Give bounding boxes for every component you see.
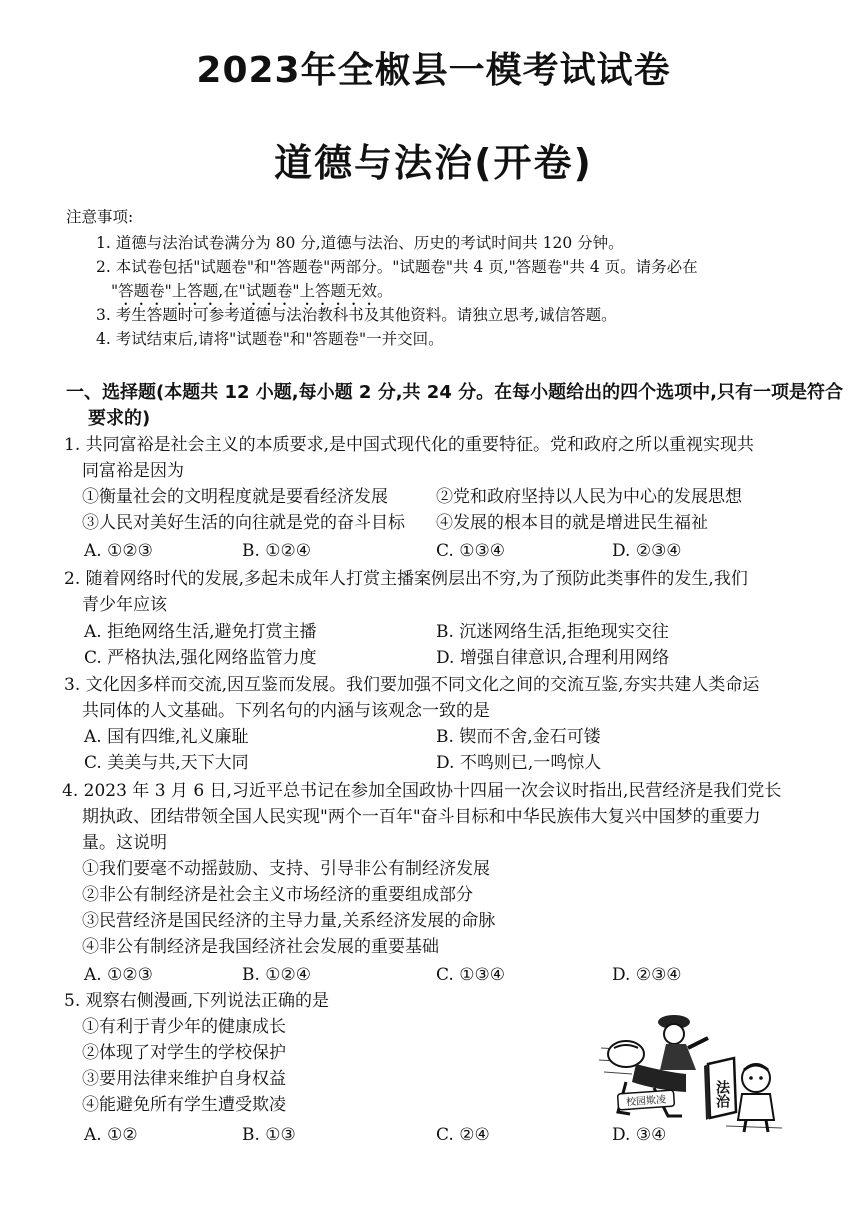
exam-subtitle: 道德与法治(开卷)	[274, 141, 593, 185]
q4-stem-cont2: 量。这说明	[82, 833, 167, 853]
q1-statement-2: ②党和政府坚持以人民为中心的发展思想	[436, 487, 742, 507]
note-item: 3. 考生答题时可参考道德与法治教科书及其他资料。请独立思考,诚信答题。	[96, 306, 617, 324]
q3-option-d: D. 不鸣则已,一鸣惊人	[436, 753, 602, 773]
notes-heading: 注意事项:	[66, 208, 134, 226]
q5-option-a: A. ①②	[84, 1125, 138, 1145]
q5-option-d: D. ③④	[612, 1125, 667, 1145]
bullying-cartoon-image	[596, 1008, 786, 1136]
q2-option-b: B. 沉迷网络生活,拒绝现实交往	[436, 622, 669, 642]
q3-stem: 3. 文化因多样而交流,因互鉴而发展。我们要加强不同文化之间的交流互鉴,夯实共建人类命运	[64, 675, 760, 695]
section-heading-cont: 要求的)	[88, 408, 151, 429]
q4-option-b: B. ①②④	[242, 965, 312, 985]
q2-option-c: C. 严格执法,强化网络监管力度	[84, 648, 317, 668]
q1-statement-3: ③人民对美好生活的向往就是党的奋斗目标	[82, 513, 405, 533]
q3-option-b: B. 锲而不舍,金石可镂	[436, 727, 601, 747]
q1-option-a: A. ①②③	[84, 541, 153, 561]
q4-statement-4: ④非公有制经济是我国经济社会发展的重要基础	[82, 937, 439, 957]
q5-option-b: B. ①③	[242, 1125, 296, 1145]
note-item: 4. 考试结束后,请将"试题卷"和"答题卷"一并交回。	[96, 330, 444, 348]
q4-option-d: D. ②③④	[612, 965, 682, 985]
q3-option-a: A. 国有四维,礼义廉耻	[84, 727, 249, 747]
cartoon-book-text: 法治	[714, 1080, 730, 1108]
q2-option-a: A. 拒绝网络生活,避免打赏主播	[84, 622, 317, 642]
q4-statement-1: ①我们要毫不动摇鼓励、支持、引导非公有制经济发展	[82, 859, 490, 879]
q3-option-c: C. 美美与共,天下大同	[84, 753, 249, 773]
section-heading: 一、选择题(本题共 12 小题,每小题 2 分,共 24 分。在每小题给出的四个选项中,只有一项是符合	[66, 382, 843, 403]
q1-statement-4: ④发展的根本目的就是增进民生福祉	[436, 513, 708, 533]
q2-stem-cont: 青少年应该	[82, 595, 167, 615]
q1-statement-1: ①衡量社会的文明程度就是要看经济发展	[82, 487, 388, 507]
note-item: "答题卷"上答题,在"试题卷"上答题无效。	[111, 282, 393, 300]
exam-title: 2023年全椒县一模考试试卷	[196, 50, 671, 91]
q1-option-c: C. ①③④	[436, 541, 505, 561]
q4-statement-3: ③民营经济是国民经济的主导力量,关系经济发展的命脉	[82, 911, 496, 931]
q4-option-a: A. ①②③	[84, 965, 153, 985]
q4-option-c: C. ①③④	[436, 965, 505, 985]
q3-stem-cont: 共同体的人文基础。下列名句的内涵与该观念一致的是	[82, 701, 490, 721]
q5-statement-3: ③要用法律来维护自身权益	[82, 1069, 286, 1089]
q1-option-b: B. ①②④	[242, 541, 312, 561]
q1-stem-cont: 同富裕是因为	[82, 461, 184, 481]
q5-option-c: C. ②④	[436, 1125, 490, 1145]
q4-stem-cont: 期执政、团结带领全国人民实现"两个一百年"奋斗目标和中华民族伟大复兴中国梦的重要力	[82, 807, 761, 827]
note-item: 1. 道德与法治试卷满分为 80 分,道德与法治、历史的考试时间共 120 分钟。	[96, 234, 624, 252]
q4-statement-2: ②非公有制经济是社会主义市场经济的重要组成部分	[82, 885, 473, 905]
q2-option-d: D. 增强自律意识,合理利用网络	[436, 648, 670, 668]
q4-stem: 4. 2023 年 3 月 6 日,习近平总书记在参加全国政协十四届一次会议时指出,民营经济是我们党长	[62, 781, 782, 801]
q1-stem: 1. 共同富裕是社会主义的本质要求,是中国式现代化的重要特征。党和政府之所以重视实现共	[64, 435, 755, 455]
q5-stem: 5. 观察右侧漫画,下列说法正确的是	[64, 991, 330, 1011]
q5-statement-1: ①有利于青少年的健康成长	[82, 1017, 286, 1037]
note-item: 2. 本试卷包括"试题卷"和"答题卷"两部分。"试题卷"共 4 页,"答题卷"共 4 页。请务必在	[96, 258, 698, 276]
cartoon-banner-text: 校园欺凌	[625, 1094, 667, 1109]
q2-stem: 2. 随着网络时代的发展,多起未成年人打赏主播案例层出不穷,为了预防此类事件的发生,我们	[64, 569, 748, 589]
q1-option-d: D. ②③④	[612, 541, 682, 561]
q5-statement-2: ②体现了对学生的学校保护	[82, 1043, 286, 1063]
q5-statement-4: ④能避免所有学生遭受欺凌	[82, 1095, 286, 1115]
